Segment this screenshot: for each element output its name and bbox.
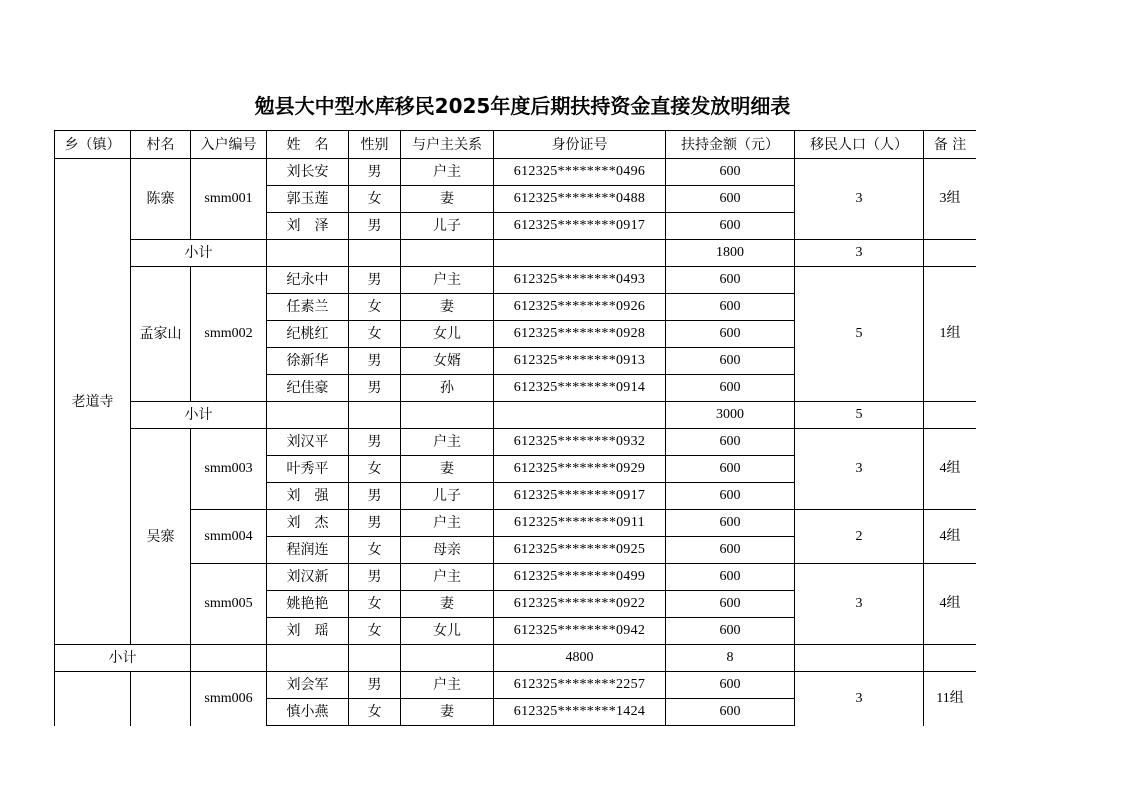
empty-cell — [267, 402, 349, 429]
relation-cell: 妻 — [401, 294, 494, 321]
gender-cell: 男 — [349, 267, 401, 294]
header-name: 姓 名 — [267, 131, 349, 159]
note-cell: 4组 — [924, 564, 977, 645]
household-id-cell: smm001 — [191, 159, 267, 240]
table-row — [55, 564, 977, 591]
id-number-cell: 612325********0922 — [494, 591, 666, 618]
village-cell: 孟家山 — [131, 267, 191, 402]
id-number-cell: 612325********0926 — [494, 294, 666, 321]
name-cell: 姚艳艳 — [267, 591, 349, 618]
relation-cell: 孙 — [401, 375, 494, 402]
relation-cell: 户主 — [401, 159, 494, 186]
gender-cell: 男 — [349, 348, 401, 375]
empty-cell — [267, 645, 349, 672]
empty-cell — [494, 402, 666, 429]
id-number-cell: 612325********0917 — [494, 483, 666, 510]
relation-cell: 女儿 — [401, 618, 494, 645]
name-cell: 纪桃红 — [267, 321, 349, 348]
amount-cell: 600 — [666, 591, 795, 618]
village-cell: 吴寨 — [131, 429, 191, 645]
amount-cell: 600 — [666, 537, 795, 564]
relation-cell: 户主 — [401, 267, 494, 294]
village-cell — [131, 672, 191, 726]
table-row — [55, 267, 977, 294]
amount-cell: 600 — [666, 375, 795, 402]
amount-cell: 600 — [666, 483, 795, 510]
subtotal-amount: 3000 — [666, 402, 795, 429]
relation-cell: 妻 — [401, 456, 494, 483]
note-cell: 4组 — [924, 510, 977, 564]
id-number-cell: 612325********0914 — [494, 375, 666, 402]
relation-cell: 户主 — [401, 429, 494, 456]
empty-cell — [191, 645, 267, 672]
id-number-cell: 612325********0488 — [494, 186, 666, 213]
name-cell: 刘 杰 — [267, 510, 349, 537]
subtotal-label: 小计 — [55, 645, 191, 672]
allocation-table-container — [54, 130, 976, 731]
relation-cell: 户主 — [401, 510, 494, 537]
gender-cell: 男 — [349, 429, 401, 456]
population-cell: 5 — [795, 267, 924, 402]
header-village: 村名 — [131, 131, 191, 159]
name-cell: 刘汉新 — [267, 564, 349, 591]
relation-cell: 儿子 — [401, 213, 494, 240]
note-cell: 4组 — [924, 429, 977, 510]
empty-cell — [924, 402, 977, 429]
id-number-cell: 612325********0496 — [494, 159, 666, 186]
amount-cell: 600 — [666, 618, 795, 645]
household-id-cell: smm005 — [191, 564, 267, 645]
amount-cell: 600 — [666, 429, 795, 456]
id-number-cell: 612325********1424 — [494, 699, 666, 726]
name-cell: 纪佳豪 — [267, 375, 349, 402]
name-cell: 刘 强 — [267, 483, 349, 510]
name-cell: 叶秀平 — [267, 456, 349, 483]
name-cell: 纪永中 — [267, 267, 349, 294]
id-number-cell: 612325********0913 — [494, 348, 666, 375]
amount-cell: 600 — [666, 348, 795, 375]
relation-cell: 妻 — [401, 186, 494, 213]
empty-cell — [349, 645, 401, 672]
village-cell: 陈寨 — [131, 159, 191, 240]
id-number-cell: 612325********0929 — [494, 456, 666, 483]
header-household-id: 入户编号 — [191, 131, 267, 159]
empty-cell — [494, 240, 666, 267]
empty-cell — [349, 402, 401, 429]
amount-cell: 600 — [666, 510, 795, 537]
header-gender: 性别 — [349, 131, 401, 159]
header-note: 备 注 — [924, 131, 977, 159]
relation-cell: 儿子 — [401, 483, 494, 510]
amount-cell: 600 — [666, 294, 795, 321]
table-row — [55, 159, 977, 186]
relation-cell: 户主 — [401, 672, 494, 699]
subtotal-label: 小计 — [131, 402, 267, 429]
subtotal-population: 5 — [795, 402, 924, 429]
subtotal-row — [55, 402, 977, 429]
town-cell — [55, 672, 131, 726]
gender-cell: 女 — [349, 618, 401, 645]
name-cell: 刘汉平 — [267, 429, 349, 456]
household-id-cell: smm003 — [191, 429, 267, 510]
gender-cell: 男 — [349, 213, 401, 240]
header-population: 移民人口（人） — [795, 131, 924, 159]
table-row — [55, 510, 977, 537]
gender-cell: 女 — [349, 456, 401, 483]
name-cell: 郭玉莲 — [267, 186, 349, 213]
id-number-cell: 612325********0493 — [494, 267, 666, 294]
subtotal-row — [55, 645, 977, 672]
name-cell: 刘长安 — [267, 159, 349, 186]
household-id-cell: smm002 — [191, 267, 267, 402]
amount-cell: 600 — [666, 321, 795, 348]
id-number-cell: 612325********0925 — [494, 537, 666, 564]
gender-cell: 女 — [349, 186, 401, 213]
id-number-cell: 612325********0942 — [494, 618, 666, 645]
allocation-table — [54, 130, 976, 726]
name-cell: 刘会军 — [267, 672, 349, 699]
gender-cell: 男 — [349, 375, 401, 402]
amount-cell: 600 — [666, 672, 795, 699]
subtotal-amount: 4800 — [494, 645, 666, 672]
name-cell: 程润连 — [267, 537, 349, 564]
name-cell: 任素兰 — [267, 294, 349, 321]
empty-cell — [401, 240, 494, 267]
population-cell: 2 — [795, 510, 924, 564]
name-cell: 刘 泽 — [267, 213, 349, 240]
amount-cell: 600 — [666, 699, 795, 726]
empty-cell — [401, 645, 494, 672]
gender-cell: 男 — [349, 510, 401, 537]
note-cell: 1组 — [924, 267, 977, 402]
amount-cell: 600 — [666, 267, 795, 294]
relation-cell: 户主 — [401, 564, 494, 591]
amount-cell: 600 — [666, 456, 795, 483]
name-cell: 徐新华 — [267, 348, 349, 375]
header-amount: 扶持金额（元） — [666, 131, 795, 159]
gender-cell: 女 — [349, 321, 401, 348]
gender-cell: 女 — [349, 591, 401, 618]
page-title: 勉县大中型水库移民2025年度后期扶持资金直接发放明细表 — [254, 94, 791, 118]
name-cell: 刘 瑶 — [267, 618, 349, 645]
header-relation: 与户主关系 — [401, 131, 494, 159]
table-row — [55, 429, 977, 456]
subtotal-row — [55, 240, 977, 267]
population-cell: 3 — [795, 159, 924, 240]
empty-cell — [401, 402, 494, 429]
empty-cell — [924, 240, 977, 267]
population-cell: 3 — [795, 564, 924, 645]
amount-cell: 600 — [666, 159, 795, 186]
id-number-cell: 612325********0928 — [494, 321, 666, 348]
id-number-cell: 612325********2257 — [494, 672, 666, 699]
relation-cell: 妻 — [401, 699, 494, 726]
amount-cell: 600 — [666, 186, 795, 213]
id-number-cell: 612325********0499 — [494, 564, 666, 591]
gender-cell: 男 — [349, 483, 401, 510]
empty-cell — [267, 240, 349, 267]
relation-cell: 母亲 — [401, 537, 494, 564]
note-cell: 11组 — [924, 672, 977, 726]
subtotal-amount: 1800 — [666, 240, 795, 267]
amount-cell: 600 — [666, 213, 795, 240]
name-cell: 慎小燕 — [267, 699, 349, 726]
subtotal-population: 8 — [666, 645, 795, 672]
population-cell: 3 — [795, 672, 924, 726]
gender-cell: 女 — [349, 294, 401, 321]
empty-cell — [349, 240, 401, 267]
relation-cell: 女婿 — [401, 348, 494, 375]
id-number-cell: 612325********0911 — [494, 510, 666, 537]
gender-cell: 女 — [349, 537, 401, 564]
header-id-number: 身份证号 — [494, 131, 666, 159]
subtotal-population: 3 — [795, 240, 924, 267]
header-town: 乡（镇） — [55, 131, 131, 159]
amount-cell: 600 — [666, 564, 795, 591]
gender-cell: 男 — [349, 159, 401, 186]
town-cell: 老道寺 — [55, 159, 131, 645]
gender-cell: 男 — [349, 672, 401, 699]
relation-cell: 女儿 — [401, 321, 494, 348]
population-cell: 3 — [795, 429, 924, 510]
id-number-cell: 612325********0932 — [494, 429, 666, 456]
household-id-cell: smm006 — [191, 672, 267, 726]
relation-cell: 妻 — [401, 591, 494, 618]
note-cell: 3组 — [924, 159, 977, 240]
gender-cell: 男 — [349, 564, 401, 591]
id-number-cell: 612325********0917 — [494, 213, 666, 240]
household-id-cell: smm004 — [191, 510, 267, 564]
table-row — [55, 672, 977, 699]
empty-cell — [795, 645, 924, 672]
gender-cell: 女 — [349, 699, 401, 726]
header-row — [55, 131, 977, 159]
subtotal-label: 小计 — [131, 240, 267, 267]
